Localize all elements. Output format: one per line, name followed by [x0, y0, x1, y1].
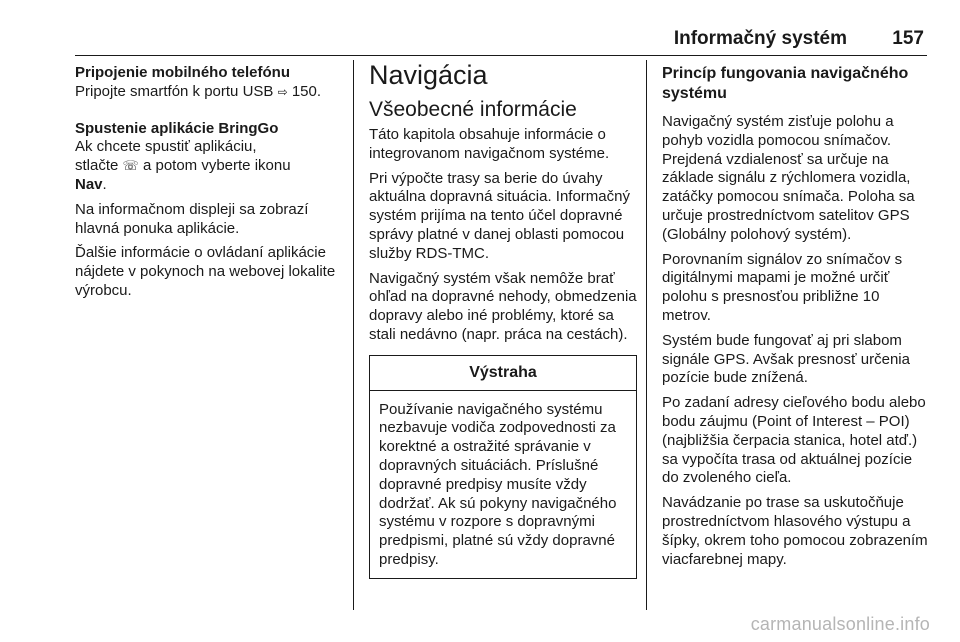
column-divider-right [646, 60, 647, 610]
paragraph-usb-connect [75, 83, 347, 102]
start-app-line3 [75, 176, 347, 195]
section-heading-principle: Princíp fungovania navigačného systému [662, 65, 909, 102]
usb-text: Pripojte smartfón k portu USB [75, 82, 278, 100]
column-right [662, 64, 930, 575]
spacer [75, 108, 347, 120]
page-header [75, 28, 927, 54]
paragraph-weak-gps: Systém bude fungovať aj pri slabom signále GPS. Avšak presnosť určenia pozície bude znížená. [662, 331, 910, 387]
warning-text: Používanie navigačného systému nezbavuje vodiča zodpovednosti za korektné a ostražité správanie v dopravných situáciách. Príslušné dopravné predpisy musíte vždy dodržať. Ak sú pokyny navigačného systému v rozpore s dopravnými predpismi, platné sú vždy dopravné predpisy. [379, 400, 617, 568]
press-text: stlačte [75, 157, 123, 175]
phone-icon: ☏ [122, 158, 139, 174]
paragraph-limitations: Navigačný systém však nemôže brať ohľad na dopravné nehody, obmedzenia dopravy alebo iné problémy, ktoré sa stali nedávno (napr. práca na cestách). [369, 269, 637, 343]
page-number: 157 [892, 28, 924, 49]
paragraph-more-info: Ďalšie informácie o ovládaní aplikácie nájdete v pokynoch na webovej lokalite výrobcu. [75, 244, 336, 299]
header-rule [75, 55, 927, 56]
warning-title: Výstraha [370, 356, 636, 391]
section-heading-phone-connection: Pripojenie mobilného telefónu [75, 64, 291, 81]
paragraph-chapter-intro: Táto kapitola obsahuje informácie o integrovanom navigačnom systéme. [369, 126, 610, 162]
select-icon-text: a potom vyberte ikonu [138, 157, 291, 175]
watermark: carmanualsonline.info [750, 614, 930, 634]
section-heading-general-info: Všeobecné informácie [369, 98, 577, 121]
cross-reference-arrow-icon: ⇨ [277, 84, 288, 99]
column-middle [369, 60, 637, 579]
paragraph-traffic-rds: Pri výpočte trasy sa berie do úvahy aktuálna dopravná situácia. Informačný systém prijíma na tento účel dopravné správy platné v danej oblasti pomocou služby RDS-TMC. [369, 169, 630, 262]
paragraph-accuracy: Porovnaním signálov zo snímačov s digitálnymi mapami je možné určiť polohu s presnosťou približne 10 metrov. [662, 250, 903, 324]
column-left [75, 64, 347, 307]
paragraph-main-menu: Na informačnom displeji sa zobrazí hlavná ponuka aplikácie. [75, 200, 309, 237]
usb-page-ref: 150. [287, 82, 322, 100]
nav-dot: . [102, 175, 107, 193]
start-app-line2 [75, 157, 347, 176]
paragraph-sensors: Navigačný systém zisťuje polohu a pohyb vozidla pomocou snímačov. Prejdená vzdialenosť sa určuje na základe signálu z rýchlomera vozidla, zatáčky pomocou snímača. Poloha sa určuje prostredníctvom satelitov GPS (Globálny polohový systém). [662, 113, 915, 243]
paragraph-start-app [75, 138, 347, 194]
section-heading-start-app: Spustenie aplikácie BringGo [75, 119, 279, 137]
chapter-heading: Navigácia [369, 60, 488, 90]
paragraph-route-calc: Po zadaní adresy cieľového bodu alebo bodu záujmu (Point of Interest – POI) (najbližšia čerpacia stanica, hotel atď.) sa vypočíta trasa od aktuálnej pozície do zvoleného cieľa. [662, 394, 926, 487]
running-title: Informačný systém [673, 28, 847, 49]
paragraph-guidance: Navádzanie po trase sa uskutočňuje prostredníctvom hlasového výstupu a šípky, okrem toho pomocou zobrazením viacfarebnej mapy. [662, 494, 928, 568]
start-app-line1: Ak chcete spustiť aplikáciu, [75, 138, 257, 156]
warning-box [369, 355, 637, 579]
nav-label: Nav [75, 175, 103, 193]
column-divider-left [353, 60, 354, 610]
